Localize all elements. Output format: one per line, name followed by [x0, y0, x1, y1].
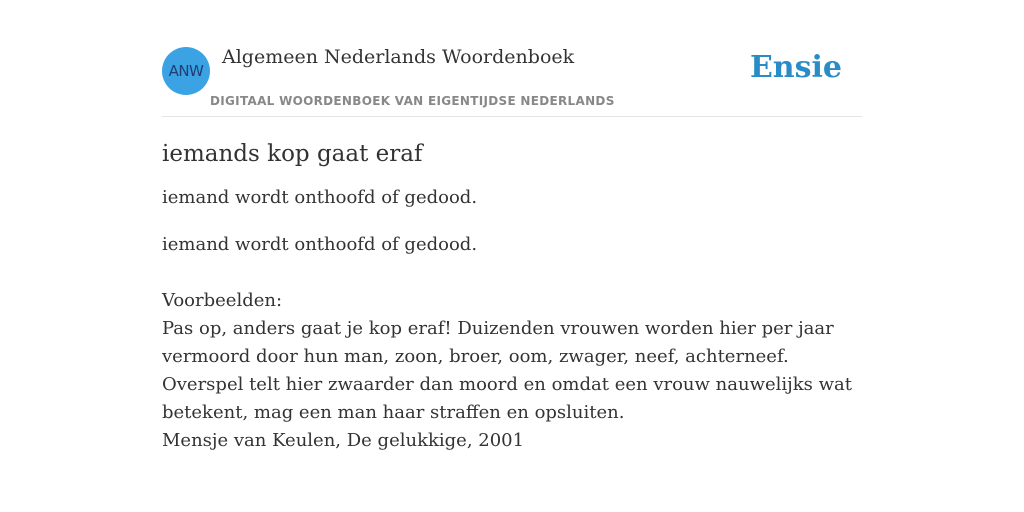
example-text: Pas op, anders gaat je kop eraf! Duizenden vrouwen worden hier per jaar vermoord door hun man, zoon, broer, oom, zwager, neef, achterneef. Overspel telt hier zwaarder dan moord en omdat een vrouw nauwelijks wat betekent, mag een man haar straffen en opsluiten. [162, 318, 852, 423]
site-header [162, 40, 862, 117]
examples-label: Voorbeelden: [162, 290, 283, 311]
logo-text: ANW [168, 62, 204, 80]
entry-definition: iemand wordt onthoofd of gedood. [162, 187, 478, 208]
examples-section [162, 287, 862, 455]
site-title[interactable]: Algemeen Nederlands Woordenboek [222, 46, 575, 68]
site-subtitle: DIGITAAL WOORDENBOEK VAN EIGENTIJDSE NEDERLANDS [210, 94, 615, 108]
ensie-brand-link[interactable]: Ensie [749, 50, 842, 85]
entry-content [162, 138, 862, 455]
entry-definition: iemand wordt onthoofd of gedood. [162, 234, 478, 255]
anw-logo-icon[interactable] [162, 47, 210, 95]
entry-term: iemands kop gaat eraf [162, 141, 423, 167]
example-source: Mensje van Keulen, De gelukkige, 2001 [162, 430, 525, 451]
